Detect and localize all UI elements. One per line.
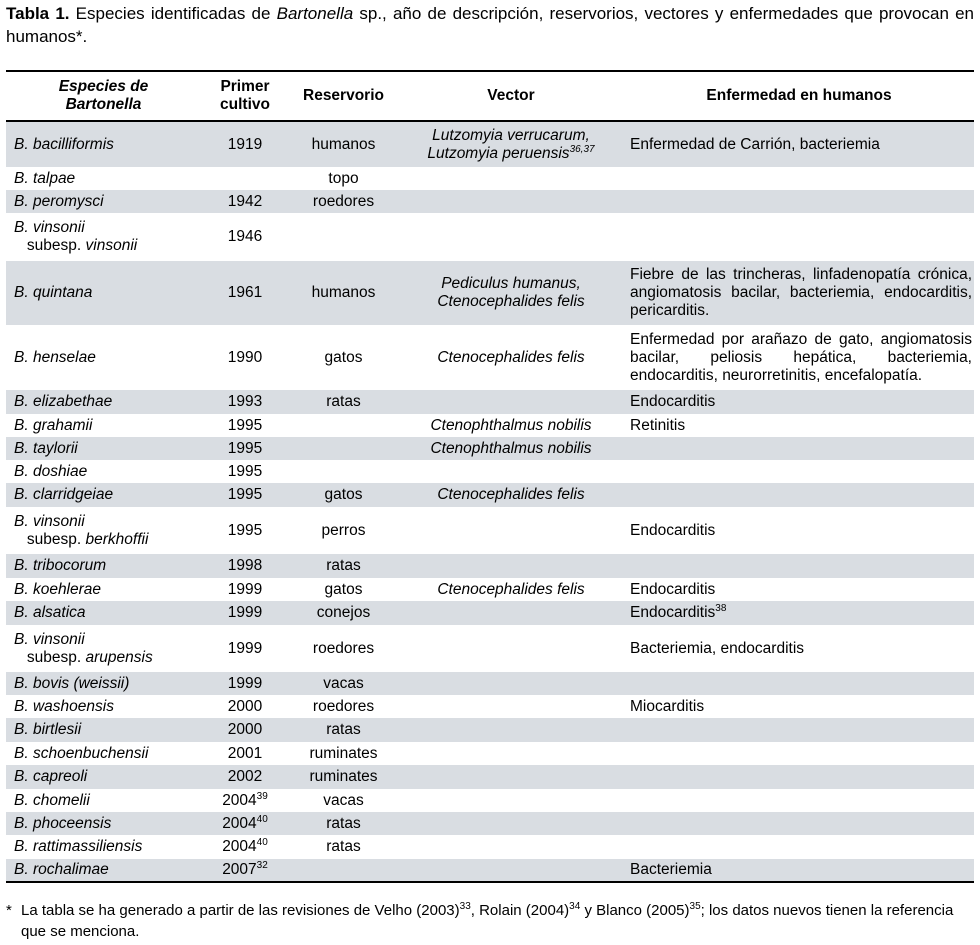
cell-species: B. alsatica <box>6 601 201 625</box>
cell-reservoir: roedores <box>289 190 398 213</box>
cell-disease: Endocarditis <box>630 521 716 539</box>
table-row <box>6 190 974 213</box>
cell-year: 1998 <box>201 554 289 578</box>
table-row <box>6 460 974 483</box>
cell-year: 1993 <box>201 390 289 414</box>
table-row <box>6 213 974 261</box>
cell-year: 1995 <box>201 483 289 507</box>
cell-vector: Pediculus humanus, Ctenocephalides felis <box>398 261 624 325</box>
cell-year: 2007$^{32}$ <box>201 859 289 882</box>
table-row <box>6 812 974 835</box>
cell-reservoir: ratas <box>289 554 398 578</box>
cell-year: 2004$^{39}$ <box>222 790 268 809</box>
cell-vector <box>398 190 624 213</box>
cell-reservoir: ruminates <box>309 744 378 762</box>
cell-vector <box>398 554 624 578</box>
header-vector: Vector <box>487 87 535 104</box>
cell-vector <box>398 835 624 859</box>
cell-species: B. taylorii <box>6 437 201 460</box>
table-row <box>6 718 974 742</box>
cell-reservoir: humanos <box>289 261 398 325</box>
cell-disease <box>624 718 974 742</box>
cell-year: 1946 <box>227 228 263 245</box>
cell-disease <box>624 190 974 213</box>
cell-vector <box>398 460 624 483</box>
cell-vector: Lutzomyia verrucarum, Lutzomyia peruensis$^{36,37}$ <box>398 121 624 167</box>
cell-reservoir <box>289 859 398 882</box>
cell-species: B. grahamii <box>14 416 93 434</box>
cell-disease <box>624 672 974 695</box>
cell-reservoir: vacas <box>323 791 364 809</box>
cell-year: 1990 <box>227 348 263 366</box>
header-year-line2: cultivo <box>220 96 270 113</box>
cell-reservoir: ratas <box>289 812 398 835</box>
cell-vector <box>398 601 624 625</box>
cell-reservoir <box>289 460 398 483</box>
cell-disease <box>624 167 974 190</box>
cell-disease: Enfermedad por arañazo de gato, angiomatosis bacilar, peliosis hepática, bacteriemia, endocarditis, neurorretinitis, encefalopatía. <box>630 330 972 384</box>
cell-reservoir: gatos <box>324 348 363 366</box>
cell-year: 1999 <box>227 580 263 598</box>
table-row <box>6 835 974 859</box>
header-reservoir: Reservorio <box>303 87 384 104</box>
cell-year: 1995 <box>227 416 263 434</box>
cell-year: 1995 <box>227 462 263 480</box>
table-row <box>6 437 974 460</box>
cell-disease <box>624 835 974 859</box>
header-disease: Enfermedad en humanos <box>706 87 892 104</box>
cell-vector <box>398 718 624 742</box>
cell-disease <box>624 742 974 765</box>
table-row <box>6 625 974 672</box>
table-row <box>6 167 974 190</box>
cell-vector: Ctenophthalmus nobilis <box>430 416 592 434</box>
cell-species: B. peromysci <box>6 190 201 213</box>
header-year-line1: Primer <box>220 78 270 95</box>
cell-species: B. doshiae <box>14 462 88 480</box>
cell-disease: Fiebre de las trincheras, linfadenopatía crónica, angiomatosis bacilar, bacteriemia, endocarditis, pericarditis. <box>624 261 974 325</box>
cell-reservoir: ratas <box>326 838 361 855</box>
cell-vector: Ctenocephalides felis <box>437 580 585 598</box>
cell-disease: Endocarditis <box>630 580 716 598</box>
cell-reservoir <box>289 414 398 437</box>
footnote-text: La tabla se ha generado a partir de las revisiones de Velho $(2003)^{33}$, Rolain $(2004)^{34}$ y Blanco $(2005)^{35}$; los datos nuevos tienen la referencia que se menciona. <box>21 901 954 940</box>
table-row <box>6 742 974 765</box>
caption-genus: Bartonella <box>276 4 354 23</box>
bartonella-table <box>6 70 974 883</box>
cell-vector <box>398 859 624 882</box>
cell-year: 1995 <box>227 521 263 539</box>
table-row <box>6 390 974 414</box>
cell-disease: Enfermedad de Carrión, bacteriemia <box>624 121 974 167</box>
cell-species: B. koehlerae <box>14 580 102 598</box>
cell-vector: Ctenocephalides felis <box>437 348 585 366</box>
cell-year: 2004$^{40}$ <box>201 812 289 835</box>
cell-reservoir: roedores <box>312 639 375 657</box>
cell-year: 2000 <box>227 697 263 715</box>
table-row <box>6 261 974 325</box>
cell-year: 1919 <box>201 121 289 167</box>
header-species-line1: Especies de <box>58 78 149 95</box>
table-row <box>6 325 974 390</box>
cell-disease <box>624 437 974 460</box>
cell-species: B. vinsonii subesp. berkhoffii <box>14 512 149 548</box>
table-row <box>6 554 974 578</box>
table-row <box>6 695 974 718</box>
cell-reservoir <box>289 213 398 261</box>
cell-species: B. phoceensis <box>6 812 201 835</box>
table-row <box>6 507 974 554</box>
cell-species: B. rattimassiliensis <box>14 838 143 855</box>
cell-species: B. birtlesii <box>6 718 201 742</box>
cell-disease <box>624 483 974 507</box>
cell-reservoir: roedores <box>312 697 375 715</box>
cell-species: B. tribocorum <box>6 554 201 578</box>
cell-vector <box>398 167 624 190</box>
table-row <box>6 414 974 437</box>
cell-year <box>201 167 289 190</box>
cell-disease: Miocarditis <box>630 697 705 715</box>
cell-disease <box>624 765 974 789</box>
cell-species: B. clarridgeiae <box>6 483 201 507</box>
cell-year: 2004$^{40}$ <box>222 836 268 855</box>
table-row <box>6 121 974 167</box>
cell-species: B. washoensis <box>14 697 114 715</box>
cell-reservoir: topo <box>328 169 359 187</box>
cell-species: B. vinsonii subesp. vinsonii <box>14 219 138 254</box>
cell-reservoir: ratas <box>289 390 398 414</box>
cell-reservoir: ratas <box>289 718 398 742</box>
cell-disease: Retinitis <box>630 416 686 434</box>
cell-vector <box>398 625 624 672</box>
cell-species: B. quintana <box>6 261 201 325</box>
cell-vector <box>398 672 624 695</box>
cell-vector <box>398 812 624 835</box>
cell-vector: Ctenocephalides felis <box>398 483 624 507</box>
cell-year: 1942 <box>201 190 289 213</box>
cell-reservoir: conejos <box>289 601 398 625</box>
cell-vector <box>398 213 624 261</box>
cell-vector <box>398 507 624 554</box>
cell-vector <box>398 765 624 789</box>
cell-reservoir: humanos <box>289 121 398 167</box>
cell-species: B. talpae <box>14 169 76 187</box>
caption-label: Tabla 1. <box>6 4 70 23</box>
table-row <box>6 578 974 601</box>
cell-year: 1999 <box>227 639 263 657</box>
table-caption <box>6 2 974 48</box>
table-row <box>6 601 974 625</box>
table-row <box>6 765 974 789</box>
cell-disease: Endocarditis$^{38}$ <box>624 601 974 625</box>
cell-vector: Ctenophthalmus nobilis <box>398 437 624 460</box>
cell-species: B. schoenbuchensii <box>14 744 149 762</box>
cell-reservoir: gatos <box>324 580 363 598</box>
cell-species: B. rochalimae <box>6 859 201 882</box>
cell-reservoir: vacas <box>289 672 398 695</box>
cell-species: B. bacilliformis <box>6 121 201 167</box>
cell-year: 2001 <box>227 744 263 762</box>
table-row <box>6 672 974 695</box>
header-species-line2: Bartonella <box>65 96 142 113</box>
caption-text-b: sp., año de descripción, reservorios, vectores y enfermedades que provocan en humanos*. <box>6 4 974 46</box>
cell-species: B. vinsonii subesp. arupensis <box>14 630 153 666</box>
cell-year: 1995 <box>201 437 289 460</box>
cell-reservoir: ruminates <box>289 765 398 789</box>
cell-reservoir <box>289 437 398 460</box>
cell-disease: Endocarditis <box>624 390 974 414</box>
cell-vector <box>398 742 624 765</box>
cell-disease <box>624 812 974 835</box>
table-row <box>6 789 974 812</box>
cell-vector <box>398 695 624 718</box>
cell-disease <box>624 789 974 812</box>
cell-reservoir: perros <box>321 521 366 539</box>
cell-disease <box>624 213 974 261</box>
header-row <box>6 71 974 121</box>
footnote <box>6 900 974 942</box>
header-species <box>6 71 201 121</box>
cell-year: 1999 <box>201 601 289 625</box>
cell-year: 2002 <box>201 765 289 789</box>
cell-disease <box>624 554 974 578</box>
cell-species: B. henselae <box>14 348 96 366</box>
caption-text-a: Especies identificadas de <box>69 4 277 23</box>
header-year <box>201 71 289 121</box>
cell-year: 1999 <box>201 672 289 695</box>
table-body <box>6 121 974 882</box>
cell-reservoir: gatos <box>289 483 398 507</box>
cell-species: B. chomelii <box>14 791 90 809</box>
cell-disease: Bacteriemia <box>624 859 974 882</box>
cell-vector <box>398 390 624 414</box>
cell-species: B. bovis (weissii) <box>6 672 201 695</box>
cell-species: B. elizabethae <box>6 390 201 414</box>
cell-year: 2000 <box>201 718 289 742</box>
cell-year: 1961 <box>201 261 289 325</box>
cell-vector <box>398 789 624 812</box>
table-row <box>6 483 974 507</box>
table-row <box>6 859 974 882</box>
footnote-marker: * <box>6 902 12 919</box>
cell-disease: Bacteriemia, endocarditis <box>630 639 805 657</box>
cell-species: B. capreoli <box>6 765 201 789</box>
cell-disease <box>624 460 974 483</box>
